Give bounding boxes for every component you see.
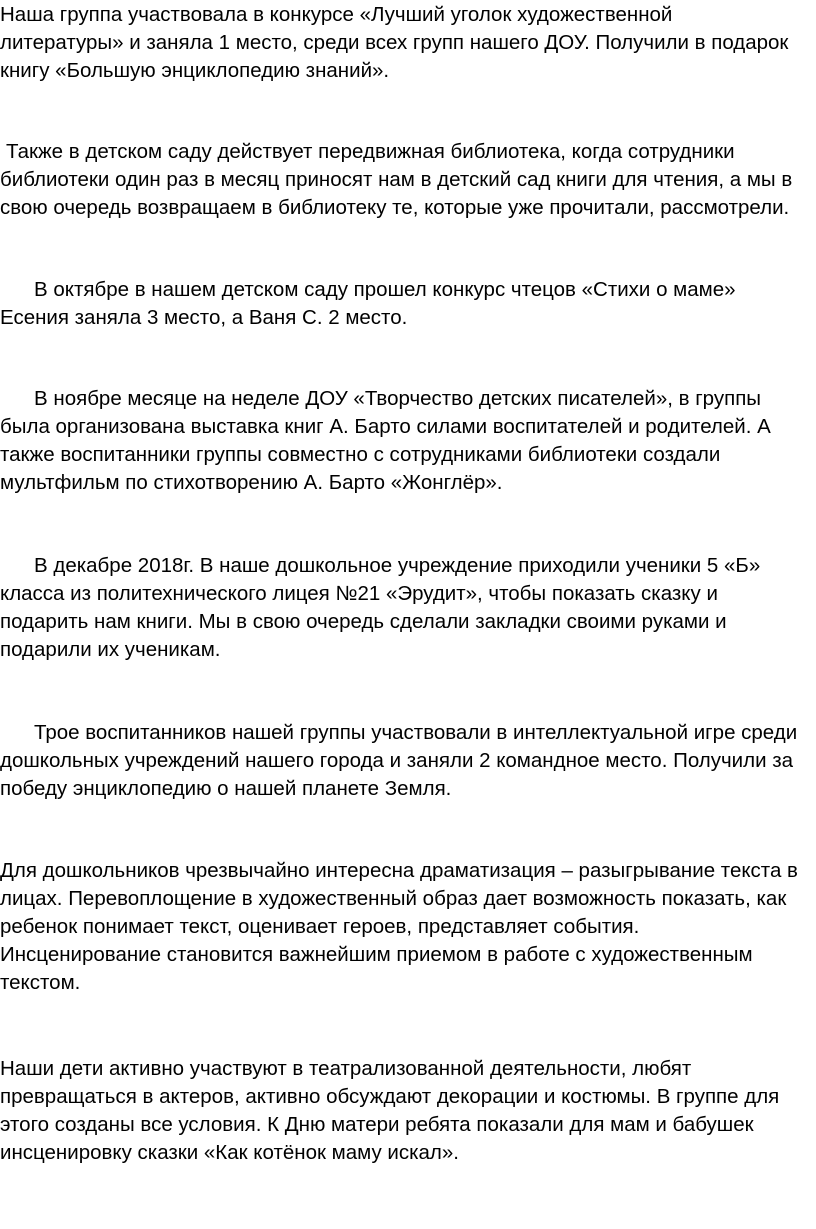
text-line: подарить нам книги. Мы в свою очередь сделали закладки своими руками и — [0, 610, 727, 633]
text-line: Есения заняла 3 место, а Ваня С. 2 место. — [0, 306, 408, 329]
text-line: Наша группа участвовала в конкурсе «Лучший уголок художественной — [0, 3, 673, 26]
text-line: книгу «Большую энциклопедию знаний». — [0, 59, 390, 82]
text-line: класса из политехнического лицея №21 «Эрудит», чтобы показать сказку и — [0, 582, 718, 605]
text-line: В октябре в нашем детском саду прошел конкурс чтецов «Стихи о маме» — [34, 278, 736, 301]
text-line: Трое воспитанников нашей группы участвовали в интеллектуальной игре среди — [34, 721, 798, 744]
paragraph-november-barto-exhibition — [0, 385, 816, 497]
text-line: этого созданы все условия. К Дню матери ребята показали для мам и бабушек — [0, 1113, 754, 1136]
text-line: дошкольных учреждений нашего города и заняли 2 командное место. Получили за — [0, 749, 794, 772]
paragraph-contest-literature-corner — [0, 1, 816, 85]
text-line: также воспитанники группы совместно с сотрудниками библиотеки создали — [0, 443, 721, 466]
text-line: В декабре 2018г. В наше дошкольное учреждение приходили ученики 5 «Б» — [34, 554, 761, 577]
text-line: подарили их ученикам. — [0, 638, 221, 661]
text-line: победу энциклопедию о нашей планете Земля. — [0, 777, 452, 800]
text-line: инсценировку сказки «Как котёнок маму искал». — [0, 1141, 459, 1164]
text-line: В ноябре месяце на неделе ДОУ «Творчество детских писателей», в группы — [34, 387, 762, 410]
text-line: лицах. Перевоплощение в художественный образ дает возможность показать, как — [0, 887, 787, 910]
text-line: литературы» и заняла 1 место, среди всех групп нашего ДОУ. Получили в подарок — [0, 31, 789, 54]
text-line: свою очередь возвращаем в библиотеку те, которые уже прочитали, рассмотрели. — [0, 196, 790, 219]
text-line: Для дошкольников чрезвычайно интересна драматизация – разыгрывание текста в — [0, 859, 798, 882]
paragraph-mobile-library — [0, 138, 816, 222]
paragraph-theatrical-activity — [0, 1055, 816, 1167]
text-line: текстом. — [0, 971, 81, 994]
text-line: мультфильм по стихотворению А. Барто «Жонглёр». — [0, 471, 503, 494]
text-line: превращаться в актеров, активно обсуждают декорации и костюмы. В группе для — [0, 1085, 780, 1108]
paragraph-intellectual-game — [0, 719, 816, 803]
text-line: была организована выставка книг А. Барто силами воспитателей и родителей. А — [0, 415, 771, 438]
text-line: библиотеки один раз в месяц приносят нам в детский сад книги для чтения, а мы в — [0, 168, 793, 191]
text-line: ребенок понимает текст, оценивает героев, представляет события. — [0, 915, 640, 938]
paragraph-dramatization — [0, 857, 816, 997]
text-line: Также в детском саду действует передвижная библиотека, когда сотрудники — [6, 140, 735, 163]
text-line: Инсценирование становится важнейшим приемом в работе с художественным — [0, 943, 753, 966]
text-line: Наши дети активно участвуют в театрализованной деятельности, любят — [0, 1057, 692, 1080]
paragraph-december-lyceum-visit — [0, 552, 816, 664]
paragraph-october-reciters-contest — [0, 276, 816, 332]
